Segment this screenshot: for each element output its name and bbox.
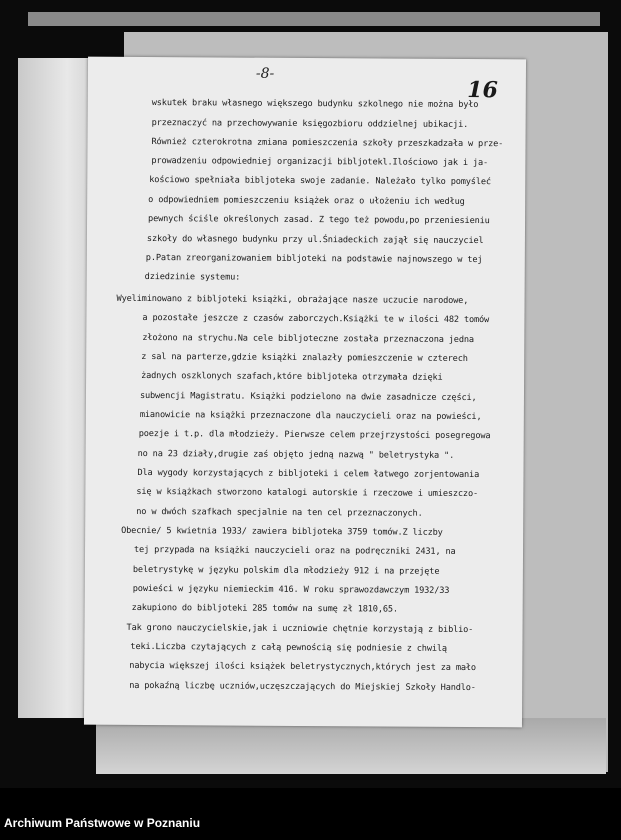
text-line: tej przypada na książki nauczycieli oraz na podręczniki 2431, na <box>134 544 456 557</box>
footer-bar <box>0 788 621 840</box>
text-line: poezje i t.p. dla młodzieży. Pierwsze celem przejrzystości posegregowa <box>138 428 491 442</box>
text-line: się w książkach stworzono katalogi autorskie i rzeczowe i umieszczo- <box>136 486 479 500</box>
text-line: Dla wygody korzystających z bibljoteki i celem łatwego zorjentowania <box>137 467 480 481</box>
text-line: zakupiono do bibljoteki 285 tomów na sumę zł 1810,65. <box>131 602 398 615</box>
archive-label: Archiwum Państwowe w Poznaniu <box>4 816 201 830</box>
text-line: Tak grono nauczycielskie,jak i uczniowie chętnie korzystają z biblio- <box>126 622 474 636</box>
page-number-top: -8- <box>255 65 275 82</box>
film-edge-top <box>28 12 600 26</box>
text-line: a pozostałe jeszcze z czasów zaborczych.Książki te w ilości 482 tomów <box>142 313 490 326</box>
text-line: złożono na strychu.Na cele bibljoteczne została przeznaczona jedna <box>142 333 474 346</box>
text-line: no w dwóch szafkach specjalnie na ten cel przeznaczonych. <box>136 506 423 519</box>
text-line: teki.Liczba czytających z całą pewnością się podniesie z chwilą <box>130 641 447 654</box>
document-body <box>88 97 526 694</box>
text-line: przeznaczyć na przechowywanie księgozbioru oddzielnej ubikacji. <box>151 118 469 130</box>
text-line: nabycia większej ilości książek beletrystycznych,których jest za mało <box>129 660 477 674</box>
text-line: subwencji Magistratu. Książki podzielono na dwie zasadnicze części, <box>139 390 477 404</box>
text-line: p.Patan zreorganizowaniem bibljoteki na podstawie najnowszego w tej <box>145 253 483 266</box>
text-line: kościowo spełniała bibljoteka swoje zadanie. Należało tylko pomyśleć <box>149 175 491 188</box>
text-line: no na 23 działy,drugie zaś objęto jedną nazwą " beletrystyka ". <box>137 448 455 461</box>
text-line: z sal na parterze,gdzie książki znalazły pomieszczenie w czterech <box>141 351 468 364</box>
text-line: wskutek braku własnego większego budynku szkolnego nie można było <box>151 98 479 111</box>
bottom-sheet-edge <box>96 718 606 774</box>
text-line: o odpowiedniem pomieszczeniu książek oraz o ułożeniu ich według <box>148 195 465 207</box>
text-line: pewnych ściśle określonych zasad. Z tego też powodu,po przeniesieniu <box>148 214 490 227</box>
text-line: mianowicie na książki przeznaczone dla nauczycieli oraz na powieści, <box>139 409 482 423</box>
text-line: dziedzinie systemu: <box>144 272 241 283</box>
text-line: Obecnie/ 5 kwietnia 1933/ zawiera bibljoteka 3759 tomów.Z liczby <box>121 525 443 538</box>
text-line: beletrystykę w języku polskim dla młodzieży 912 i na przejęte <box>132 564 440 577</box>
document-page <box>84 57 526 728</box>
page-number-handwritten: 16 <box>467 76 498 104</box>
text-line: na pokaźną liczbę uczniów,uczęszczających do Miejskiej Szkoły Handlo- <box>129 680 476 694</box>
text-line: żadnych oszklonych szafach,które bibljoteka otrzymała dzięki <box>141 370 443 383</box>
text-line: Również czterokrotna zmiana pomieszczenia szkoły przeszkadzała w prze- <box>151 137 504 150</box>
text-line: Wyeliminowano z bibljoteki książki, obrażające nasze uczucie narodowe, <box>116 293 469 306</box>
text-line: prowadzeniu odpowiedniej organizacji bibljotekl.Ilościowo jak i ja- <box>151 156 489 169</box>
text-line: powieści w języku niemieckim 416. W roku sprawozdawczym 1932/33 <box>132 583 450 596</box>
text-line: szkoły do własnego budynku przy ul.Śniadeckich zajął się nauczyciel <box>146 234 484 247</box>
